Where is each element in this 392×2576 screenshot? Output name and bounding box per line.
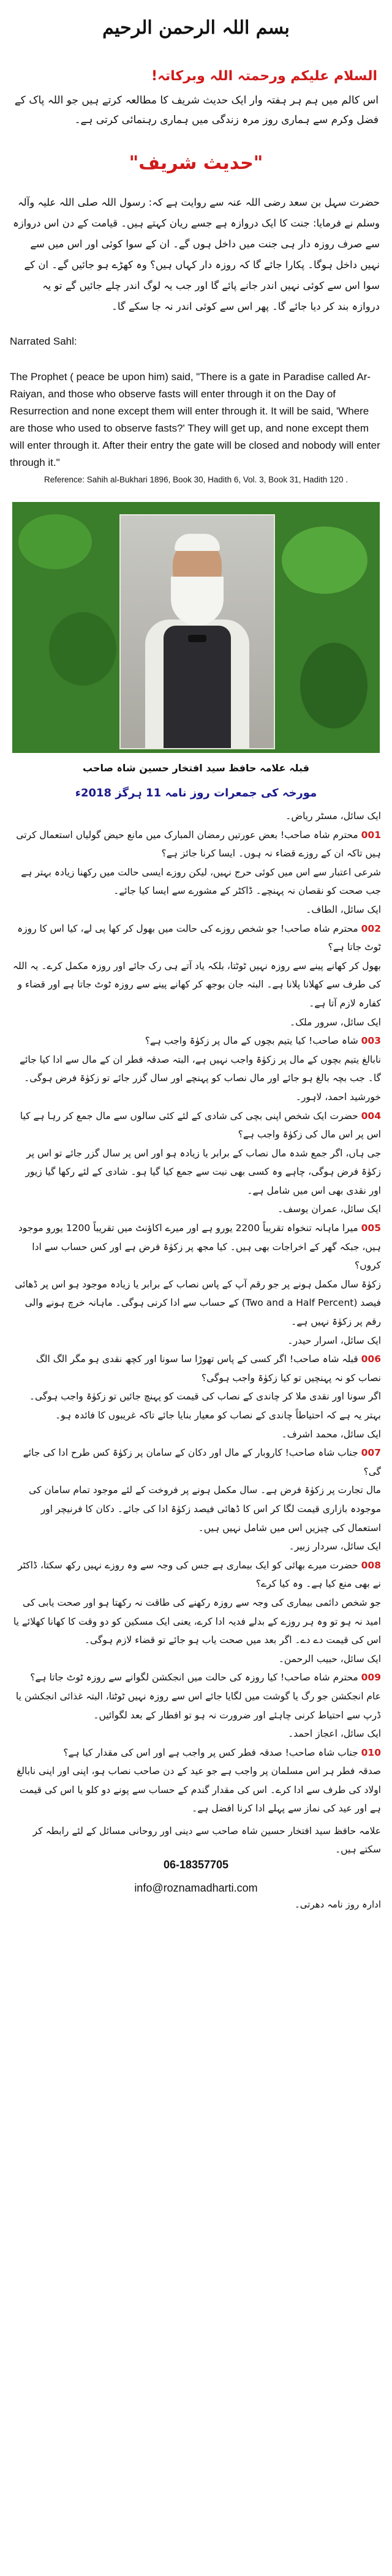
hadith-urdu: حضرت سہل بن سعد رضی اللہ عنہ سے روایت ہے کہ: رسول اللہ صلی اللہ علیہ وآلہ وسلم نے فرمایا: جنت کا ایک دروازہ ہے جسے ریان کہتے ہیں۔ قیامت کے دن اس دروازہ سے صرف روزہ دار ہی جنت میں داخل ہوں گے۔ ان کے سوا کوئی اور اس میں سے نہیں داخل ہوگا۔ پکارا جائے گا کہ روزہ دار کہاں ہیں؟ وہ کھڑے ہو جائیں گے۔ ان کے سوا اس سے کوئی نہیں اندر جانے پائے گا اور جب یہ لوگ اندر چلے جائیں گے تو یہ دروازہ بند کر دیا جائے گا۔ پھر اس سے کوئی اندر نہ جا سکے گا۔ [13,197,380,312]
bismillah-heading: بسم اللہ الرحمن الرحیم [102,17,290,39]
qa-item [11,957,381,1013]
question-text: جناب شاہ صاحب! کاروبار کے مال اور دکان کے سامان پر زکوٰۃ کس طرح ادا کی جائے گی؟ [23,1447,381,1477]
question-text: محترم شاہ صاحب! کیا روزہ کی حالت میں انجکشن لگوانے سے روزہ ٹوٹ جاتا ہے؟ [30,1672,358,1683]
contact-phone[interactable]: 06-18357705 [163,1859,229,1871]
qa-text: عام انجکشن جو رگ یا گوشت میں لگایا جائے اس سے روزہ نہیں ٹوٹتا، البتہ غذائی انجکشن یا ڈرپ سے احتیاط کرنی چاہئے اور ضرورت نہ ہو تو افطار کے بعد لگوائیں۔ [15,1690,381,1721]
qa-item [11,1724,381,1743]
qa-item [11,1687,381,1724]
qa-item [11,1668,381,1687]
qa-item [11,1593,381,1650]
contact-email[interactable]: info@roznamadharti.com [134,1882,258,1895]
qa-item [11,863,381,900]
qa-text: ایک سائل، محمد اشرف۔ [281,1428,381,1440]
qa-item [11,1762,381,1818]
question-number: 001 [361,829,381,841]
question-text: شاہ صاحب! کیا یتیم بچوں کے مال پر زکوٰۃ واجب ہے؟ [145,1035,358,1047]
contact-text: علامہ حافظ سید افتخار حسین شاہ صاحب سے دینی اور روحانی مسائل کے لئے رابطہ کر سکتے ہیں۔ [32,1825,381,1855]
photo-caption: قبلہ علامہ حافظ سید افتخار حسین شاہ صاحب [83,762,309,774]
qa-item [11,1050,381,1088]
qa-item [11,1032,381,1050]
section-heading: "حدیث شریف" [129,152,263,174]
hadith-narrator: Narrated Sahl: [10,335,77,347]
qa-text: اگر سونا اور نقدی ملا کر چاندی کے نصاب کی قیمت کو پہنچ جائیں تو زکوٰۃ واجب ہوگی۔ بہتر یہ ہے کہ احتیاطاً چاندی کے نصاب کو معیار بنایا جائے تاکہ غریبوں کا فائدہ ہو۔ [29,1391,381,1421]
qa-text: ایک سائل، عمران یوسف۔ [277,1204,381,1215]
qa-text: صدقہ فطر ہر اس مسلمان پر واجب ہے جو عید کے دن صاحب نصاب ہو، اپنی اور اپنی نابالغ اولاد کی طرف سے ادا کرے۔ اس کی مقدار گندم کے حساب سے پونے دو کلو یا اس کی قیمت ہے اور عید کی نماز سے پہلے ادا کرنا افضل ہے۔ [17,1765,381,1814]
portrait [119,514,275,749]
qa-text: جی ہاں، اگر جمع شدہ مال نصاب کے برابر یا زیادہ ہو اور اس پر سال گزر جائے تو اس پر زکوٰۃ فرض ہوگی، چاہے وہ کسی بھی نیت سے جمع کیا گیا ہو۔ شادی کے لئے رکھا گیا زیور اور نقدی بھی اس میں شامل ہے۔ [25,1147,381,1196]
question-text: محترم شاہ صاحب! بعض عورتیں رمضان المبارک میں مانع حیض گولیاں استعمال کرتی ہیں تاکہ ان کے روزے قضاء نہ ہوں۔ ایسا کرنا جائز ہے؟ [16,829,381,859]
qa-item [11,1088,381,1107]
question-text: حضرت ایک شخص اپنی بچی کی شادی کے لئے کئی سالوں سے مال جمع کر رہا ہے کیا اس پر اس مال کی زکوٰۃ واجب ہے؟ [20,1110,381,1140]
question-number: 006 [361,1354,381,1365]
intro-text: اس کالم میں ہم ہر ہفتہ وار ایک حدیث شریف کا مطالعہ کرتے ہیں جو اللہ پاک کے فضل وکرم سے ہماری روز مرہ زندگی میں ہماری رہنمائی کرتی ہے۔ [14,94,379,126]
question-number: 002 [361,923,381,934]
qa-text: جو شخص دائمی بیماری کی وجہ سے روزہ رکھنے کی طاقت نہ رکھتا ہو اور صحت یابی کی امید نہ ہو تو وہ ہر روزے کے بدلے فدیہ ادا کرے، یعنی ایک مسکین کو دو وقت کا کھانا کھلائے یا اس کی قیمت دے دے۔ اگر بعد میں صحت یاب ہو جائے تو قضاء لازم ہوگی۔ [13,1597,381,1646]
question-text: میرا ماہانہ تنخواہ تقریباً 2200 یورو ہے اور میرے اکاؤنٹ میں تقریباً 1200 یورو موجود ہیں، جبکہ گھر کے اخراجات بھی ہیں۔ کیا مجھ پر زکوٰۃ فرض ہے اور کس حساب سے ادا کروں؟ [18,1222,381,1271]
qa-text: ایک سائل، سرور ملک۔ [290,1016,381,1028]
hadith-english: The Prophet ( peace be upon him) said, "There is a gate in Paradise called Ar-Raiyan, and those who observe fasts will enter through it on the Day of Resurrection and none except them will enter through it. It will be said, 'Where are those who used to observe fasts?' They will get up, and none except them will enter through it. After their entry the gate will be closed and nobody will enter through it." [10,371,380,468]
scholar-photo [12,502,380,753]
question-number: 003 [361,1035,381,1047]
question-number: 008 [361,1559,381,1571]
qa-item [11,1425,381,1444]
qa-text: ایک سائل، اعجاز احمد۔ [288,1728,381,1740]
qa-section [0,807,392,1818]
qa-item [11,1556,381,1593]
closing-signature: ادارہ روز نامہ دھرتی۔ [295,1899,381,1911]
question-text: محترم شاہ صاحب! جو شخص روزے کی حالت میں بھول کر کھا پی لے، کیا اس کا روزہ ٹوٹ جاتا ہے؟ [17,923,381,953]
qa-item [11,1650,381,1669]
qa-text: شرعی اعتبار سے اس میں کوئی حرج نہیں، لیکن روزے ایسی حالت میں رکھنا زیادہ بہتر ہے جب صحت کو نقصان نہ پہنچے۔ ڈاکٹر کے مشورے سے ایسا کیا جائے۔ [21,866,381,897]
question-text: جناب شاہ صاحب! صدقہ فطر کس پر واجب ہے اور اس کی مقدار کیا ہے؟ [63,1747,358,1758]
qa-item [11,1350,381,1387]
qa-item [11,1387,381,1425]
qa-item [11,1537,381,1556]
publication-date: مورخہ کی جمعرات روز نامہ 11 ہرگز 2018ء [75,787,317,799]
qa-text: ایک سائل، حبیب الرحمن۔ [278,1653,381,1664]
question-text: قبلہ شاہ صاحب! اگر کسی کے پاس تھوڑا سا سونا اور کچھ نقدی ہو مگر الگ الگ نصاب کو نہ پہنچیں تو کیا زکوٰۃ واجب ہوگی؟ [36,1354,381,1383]
qa-text: مال تجارت پر زکوٰۃ فرض ہے۔ سال مکمل ہونے پر فروخت کے لئے موجود تمام سامان کی موجودہ بازاری قیمت لگا کر اس کا ڈھائی فیصد زکوٰۃ ادا کی جائے۔ دکان کا فرنیچر اور استعمال کی چیزیں اس میں شامل نہیں ہیں۔ [29,1485,381,1533]
qa-text: خورشید احمد، لاہور۔ [295,1091,381,1103]
question-number: 005 [361,1222,381,1234]
qa-text: بھول کر کھانے پینے سے روزہ نہیں ٹوٹتا، بلکہ یاد آتے ہی رک جائے اور روزہ مکمل کرے۔ یہ اللہ کی طرف سے کھلانا پلانا ہے۔ البتہ جان بوجھ کر کھانے پینے سے روزہ ٹوٹ جاتا ہے اور قضاء و کفارہ لازم آتا ہے۔ [12,960,381,1009]
microphone-icon [188,635,206,642]
question-text: حضرت میرے بھائی کو ایک بیماری ہے جس کی وجہ سے وہ روزے نہیں رکھ سکتا، ڈاکٹر نے بھی منع کیا ہے۔ وہ کیا کرے؟ [18,1559,381,1590]
qa-item [11,1107,381,1144]
qa-item [11,919,381,957]
question-number: 004 [361,1110,381,1121]
qa-item [11,1200,381,1219]
qa-text: ایک سائل، سردار زبیر۔ [288,1541,381,1552]
qa-text: ایک سائل، الطاف۔ [306,904,381,915]
qa-item [11,900,381,919]
qa-item [11,1144,381,1200]
qa-item [11,1219,381,1275]
qa-item [11,1481,381,1537]
qa-item [11,1275,381,1331]
question-number: 009 [361,1672,381,1683]
qa-item [11,1331,381,1350]
qa-item [11,807,381,826]
greeting: السلام علیکم ورحمتہ اللہ وبرکاتہ! [151,69,377,84]
qa-text: زکوٰۃ سال مکمل ہونے پر جو رقم آپ کے پاس نصاب کے برابر یا زیادہ موجود ہو اس پر ڈھائی فیصد (Two and a Half Percent) کے حساب سے ادا کرنی ہوگی۔ ماہانہ خرچ ہونے والی رقم پر زکوٰۃ نہیں ہے۔ [15,1278,381,1328]
qa-item [11,1743,381,1762]
question-number: 007 [361,1447,381,1459]
qa-item [11,1443,381,1481]
qa-text: ایک سائل، مسٹر ریاض۔ [285,811,381,822]
qa-text: ایک سائل، اسرار حیدر۔ [287,1335,381,1346]
question-number: 010 [361,1747,381,1758]
hadith-reference: Reference: Sahih al-Bukhari 1896, Book 30, Hadith 6, Vol. 3, Book 31, Hadith 120 . [43,475,349,484]
qa-item [11,1013,381,1032]
qa-item [11,826,381,863]
qa-text: نابالغ یتیم بچوں کے مال پر زکوٰۃ واجب نہیں ہے، البتہ صدقہ فطر ان کے مال سے ادا کیا جائے گا۔ جب بچہ بالغ ہو جائے اور مال نصاب کو پہنچے اور سال گزر جائے تو زکوٰۃ فرض ہوگی۔ [20,1054,381,1084]
